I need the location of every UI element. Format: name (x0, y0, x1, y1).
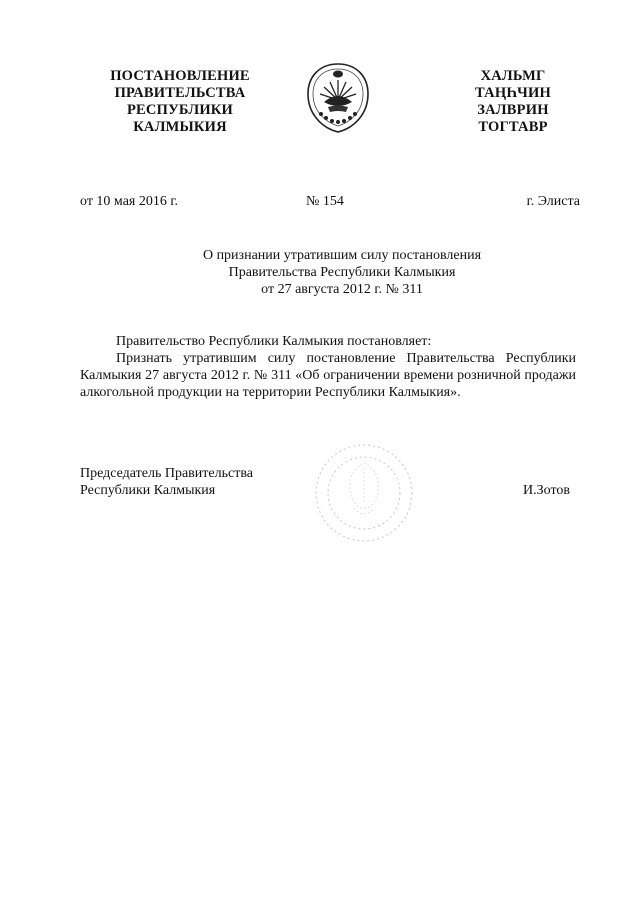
document-body (80, 333, 576, 401)
kalmykia-coat-of-arms-icon (304, 60, 372, 135)
document-date: от 10 мая 2016 г. (80, 194, 179, 209)
signatory-name: И.Зотов (523, 483, 570, 498)
header-left-line: ПОСТАНОВЛЕНИЕ (110, 68, 250, 84)
document-title (120, 247, 564, 298)
signature-position (80, 465, 253, 499)
header-right-line: ЗАЛВРИН (477, 102, 549, 118)
header-left-line: КАЛМЫКИЯ (133, 119, 227, 135)
body-paragraph-text: Признать утратившим силу постановление Правительства Республики Калмыкия 27 августа 2012 г. № 311 «Об ограничении времени розничной продажи алкогольной продукции на территории Республики Калмыкия». (80, 351, 576, 400)
title-line: от 27 августа 2012 г. № 311 (261, 282, 423, 297)
header-right-line: ХАЛЬМГ (480, 68, 546, 84)
signature-position-line: Республики Калмыкия (80, 483, 216, 498)
header-right-line: ТАҢҺЧИН (475, 85, 551, 101)
header-right-block (463, 68, 563, 136)
header-left-line: ПРАВИТЕЛЬСТВА (114, 85, 246, 101)
faded-seal-stamp-icon (312, 438, 416, 548)
title-line: Правительства Республики Калмыкия (228, 265, 456, 280)
header-left-line: РЕСПУБЛИКИ (126, 102, 234, 118)
body-paragraph-decree: Правительство Республики Калмыкия постановляет: (116, 334, 432, 349)
document-city: г. Элиста (526, 194, 580, 209)
title-line: О признании утратившим силу постановления (202, 248, 482, 263)
header-left-block (95, 68, 265, 136)
document-number: № 154 (306, 194, 344, 209)
header-right-line: ТОГТАВР (478, 119, 548, 135)
signature-position-line: Председатель Правительства (80, 466, 253, 481)
